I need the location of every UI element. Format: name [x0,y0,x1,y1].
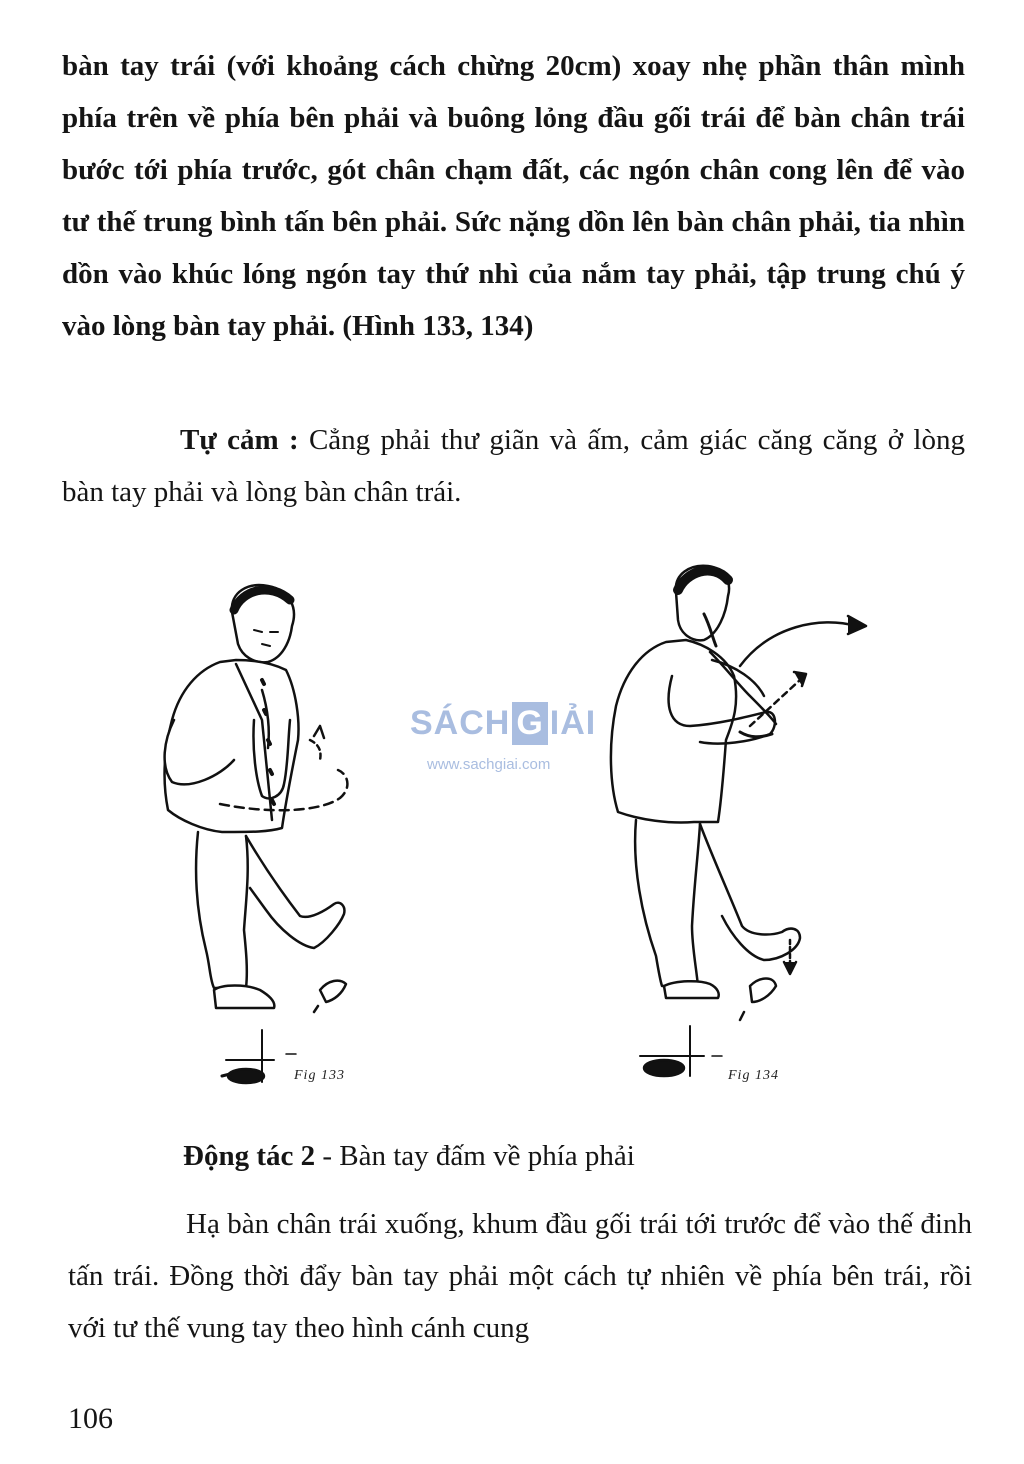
self-feeling-label: Tự cảm : [180,424,299,456]
figure-134-caption: Fig 134 [728,1068,779,1083]
self-feeling-text: Cẳng phải thư giãn và ấm, cảm giác căng căng ở lòng bàn tay phải và lòng bàn chân trái. [62,424,965,508]
section-heading [183,1140,635,1173]
body-paragraph-3: Hạ bàn chân trái xuống, khum đầu gối trái tới trước để vào thế đinh tấn trái. Đồng thời đẩy bàn tay phải một cách tự nhiên về phía bên trái, rồi với tư thế vung tay theo hình cánh cung [68,1208,972,1344]
heading-rest: - Bàn tay đấm về phía phải [315,1140,635,1172]
watermark-url: www.sachgiai.com [427,756,551,773]
figure-134-illustration [600,556,880,1096]
watermark [410,684,620,784]
figure-133-caption: Fig 133 [294,1068,345,1083]
page-number: 106 [68,1402,113,1435]
figure-133-illustration [150,570,410,1110]
body-paragraph-2 [62,414,965,518]
heading-bold: Động tác 2 [183,1140,316,1172]
watermark-logo: SÁCH G IẢI [410,702,596,745]
body-paragraph-1: bàn tay trái (với khoảng cách chừng 20cm) xoay nhẹ phần thân mình phía trên về phía bên phải và buông lỏng đầu gối trái để bàn chân trái bước tới phía trước, gót chân chạm đất, các ngón chân cong lên để vào tư thế trung bình tấn bên phải. Sức nặng dồn lên bàn chân phải, tia nhìn dồn vào khúc lóng ngón tay thứ nhì của nắm tay phải, tập trung chú ý vào lòng bàn tay phải. (Hình 133, 134) [62,50,965,342]
